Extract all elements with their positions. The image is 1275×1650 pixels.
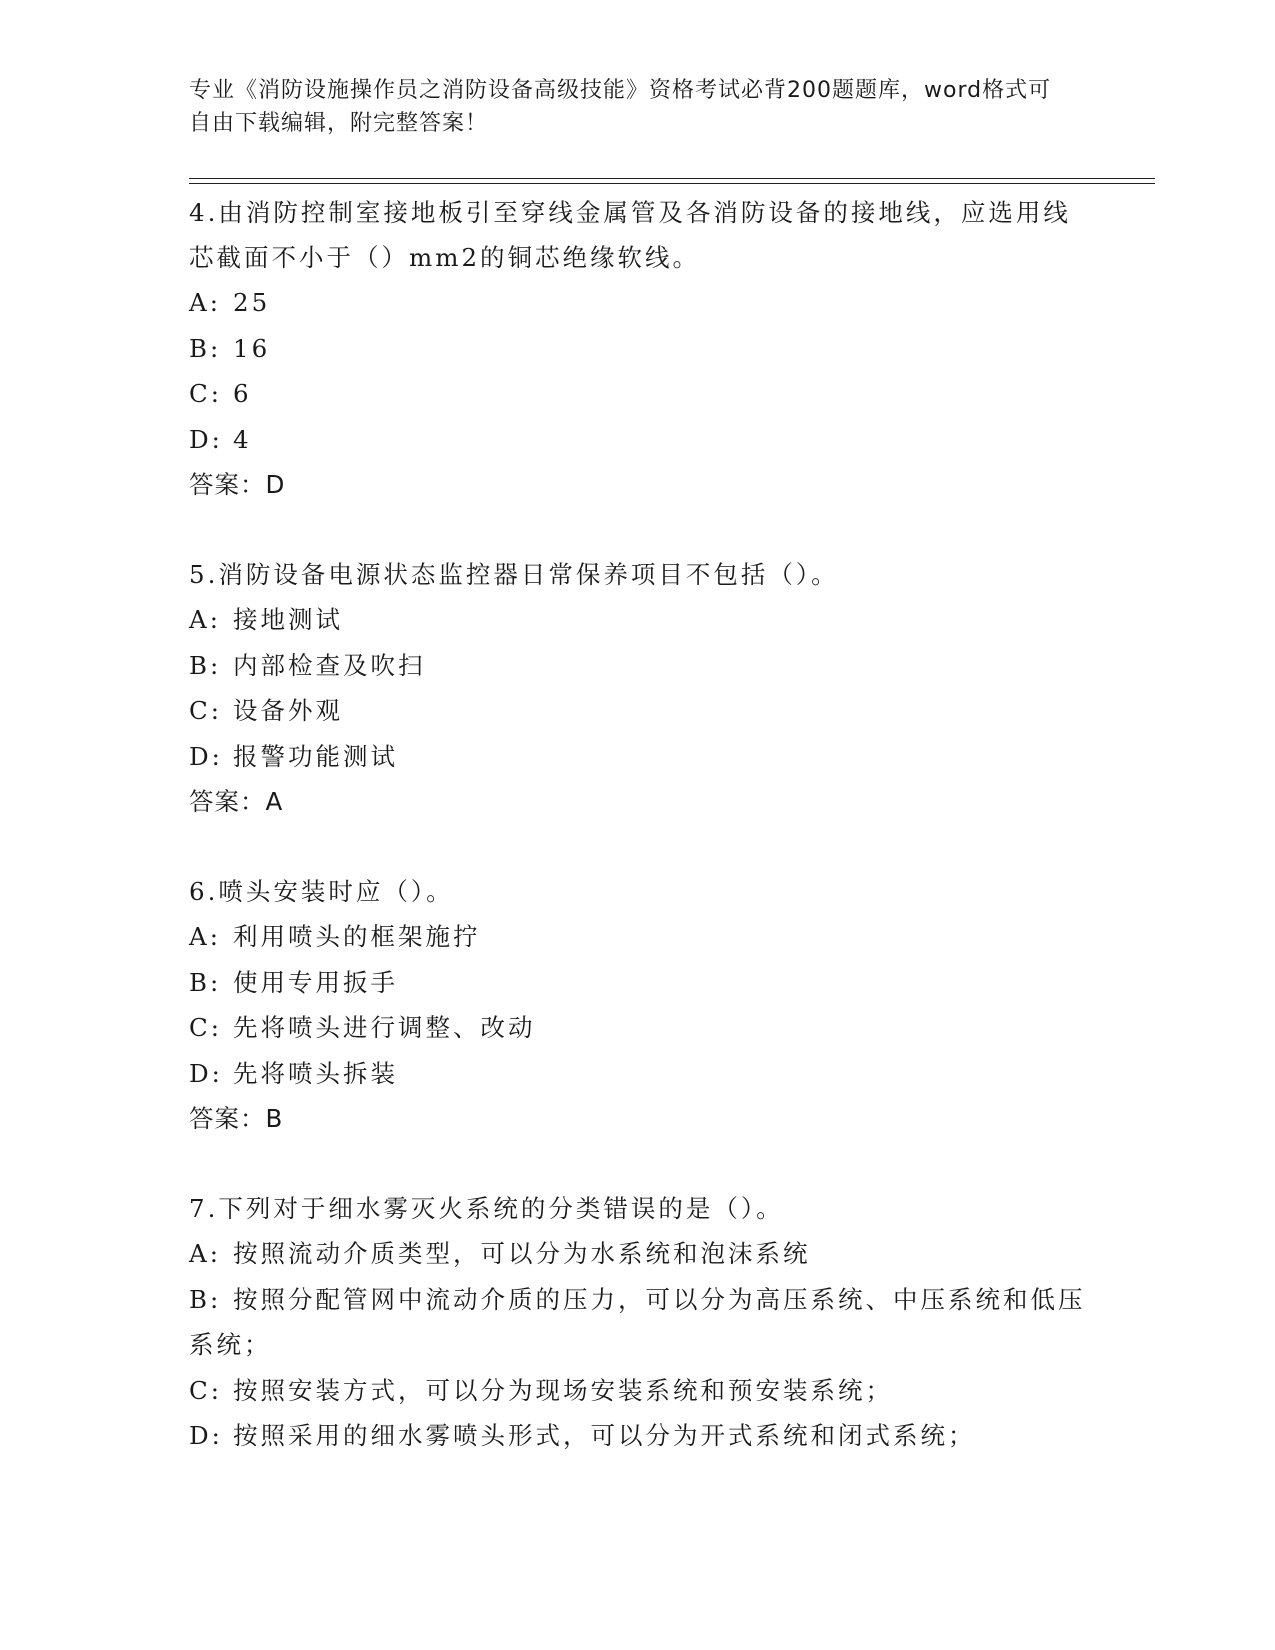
option-letter: A:: [189, 605, 221, 634]
option-c: [189, 1005, 1089, 1051]
option-d: [189, 734, 1089, 780]
option-text: 利用喷头的框架施拧: [233, 922, 481, 951]
question-spacer: [189, 824, 1089, 869]
option-letter: D:: [189, 424, 223, 454]
option-d: [189, 1413, 1089, 1459]
option-letter: B:: [189, 333, 222, 363]
option-letter: C:: [189, 379, 223, 408]
question-list: [189, 190, 1089, 1459]
option-b: [189, 960, 1089, 1006]
option-text: 16: [233, 333, 271, 363]
header-divider-top: [189, 178, 1155, 179]
answer-line: 答案：D: [189, 470, 286, 499]
option-b: [189, 1277, 1089, 1368]
option-text: 按照流动介质类型，可以分为水系统和泡沫系统: [233, 1239, 811, 1268]
question-stem: 7.下列对于细水雾灭火系统的分类错误的是（）。: [189, 1194, 784, 1223]
question-spacer: [189, 1141, 1089, 1186]
option-letter: C:: [189, 1013, 223, 1042]
question-item: [189, 1186, 1089, 1459]
option-letter: D:: [189, 1421, 223, 1450]
option-d: [189, 1051, 1089, 1097]
option-a: [189, 280, 1089, 326]
option-text: 4: [233, 424, 252, 454]
answer-line: 答案：A: [189, 787, 284, 816]
option-text: 内部检查及吹扫: [233, 650, 426, 680]
option-b: [189, 326, 1089, 372]
question-item: [189, 869, 1089, 1141]
option-b: [189, 643, 1089, 689]
option-text: 先将喷头进行调整、改动: [233, 1013, 536, 1042]
answer-line: 答案：B: [189, 1104, 284, 1133]
document-header: 专业《消防设施操作员之消防设备高级技能》资格考试必背200题题库，word格式可自由下载编辑，附完整答案！: [189, 78, 1052, 136]
option-text: 按照采用的细水雾喷头形式，可以分为开式系统和闭式系统；: [233, 1421, 976, 1450]
option-a: [189, 914, 1089, 960]
option-d: [189, 417, 1089, 463]
option-c: [189, 1368, 1089, 1414]
option-text: 先将喷头拆装: [233, 1058, 398, 1088]
option-text: 按照安装方式，可以分为现场安装系统和预安装系统；: [233, 1375, 893, 1405]
option-letter: B:: [189, 650, 222, 680]
option-letter: A:: [189, 288, 221, 317]
option-c: [189, 371, 1089, 417]
option-letter: C:: [189, 696, 223, 725]
option-letter: B:: [189, 1284, 222, 1314]
question-item: [189, 190, 1089, 507]
option-c: [189, 688, 1089, 734]
option-letter: A:: [189, 1239, 221, 1268]
option-text: 6: [233, 379, 252, 408]
option-a: [189, 1231, 1089, 1277]
question-stem: 4.由消防控制室接地板引至穿线金属管及各消防设备的接地线，应选用线芯截面不小于（）mm2的铜芯绝缘软线。: [189, 198, 1071, 272]
option-text: 按照分配管网中流动介质的压力，可以分为高压系统、中压系统和低压系统；: [189, 1284, 1086, 1359]
question-stem: 5.消防设备电源状态监控器日常保养项目不包括（）。: [189, 560, 839, 589]
question-stem: 6.喷头安装时应（）。: [189, 877, 454, 906]
question-item: [189, 552, 1089, 824]
header-divider-bottom: [189, 183, 1155, 184]
option-text: 报警功能测试: [233, 741, 398, 771]
option-letter: D:: [189, 1058, 223, 1088]
option-text: 设备外观: [233, 696, 343, 725]
option-letter: D:: [189, 741, 223, 771]
option-text: 接地测试: [233, 605, 343, 634]
question-spacer: [189, 507, 1089, 552]
option-letter: C:: [189, 1375, 223, 1405]
option-text: 25: [233, 288, 271, 317]
option-text: 使用专用扳手: [233, 967, 398, 997]
option-a: [189, 597, 1089, 643]
option-letter: B:: [189, 967, 222, 997]
option-letter: A:: [189, 922, 221, 951]
